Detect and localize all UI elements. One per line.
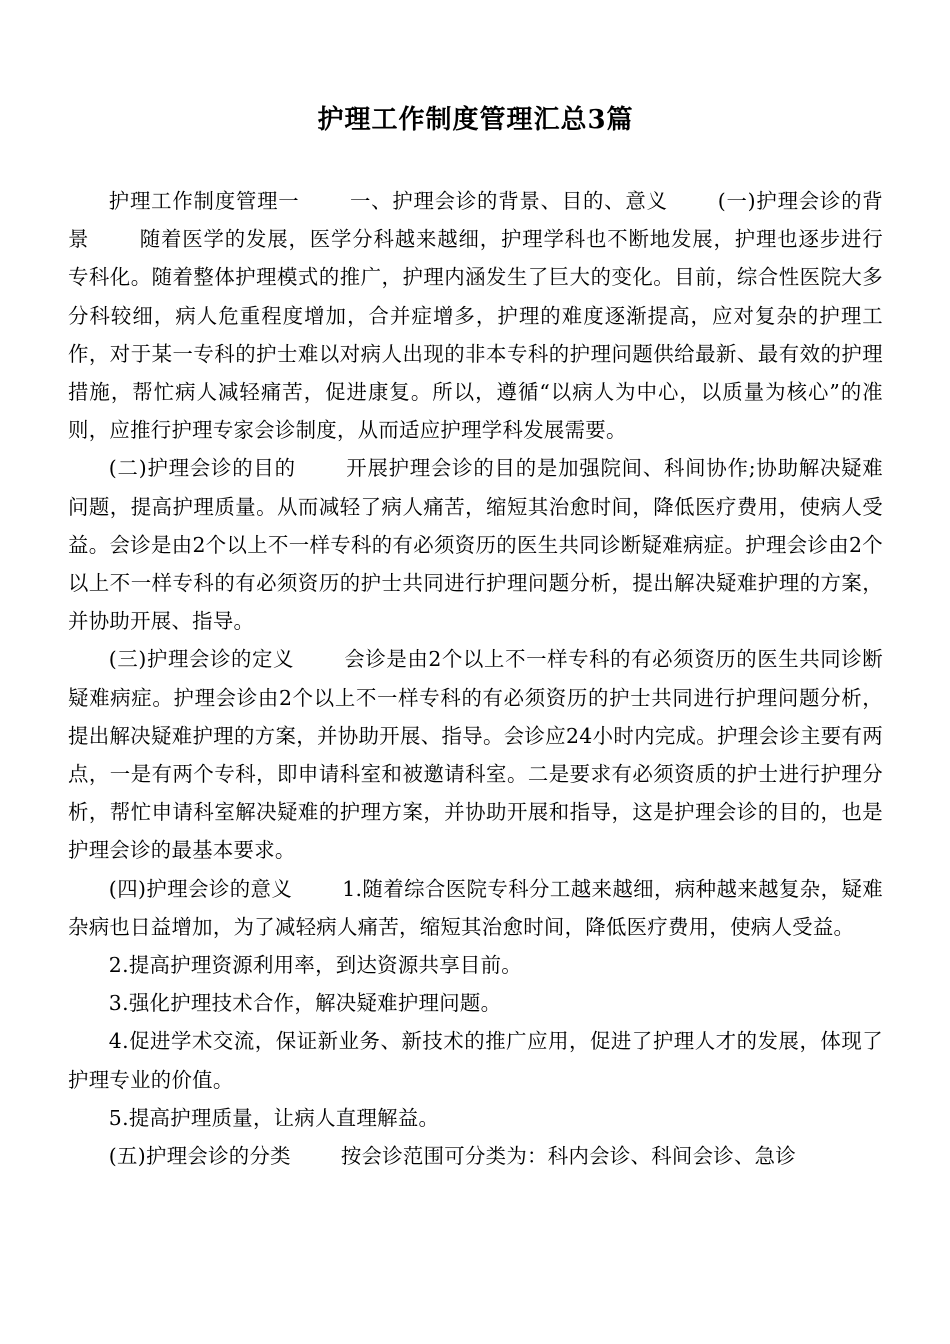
paragraph-7-text: 4.促进学术交流，保证新业务、新技术的推广应用，促进了护理人才的发展，体现了护理专业的价值。 (68, 1029, 883, 1092)
paragraph-1-subheading: (一)护理会诊的背景 (68, 189, 883, 252)
paragraph-1-lead: 护理工作制度管理一 (108, 189, 300, 213)
paragraph-2 (68, 449, 883, 640)
paragraph-3-text: 会诊是由2个以上不一样专科的有必须资历的医生共同诊断疑难病症。护理会诊由2个以上不一样专科的有必须资历的护士共同进行护理问题分析，提出解决疑难护理的方案，并协助开展、指导。会诊应24小时内完成。护理会诊主要有两点，一是有两个专科，即申请科室和被邀请科室。二是要求有必须资质的护士进行护理分析，帮忙申请科室解决疑难的护理方案，并协助开展和指导，这是护理会诊的目的，也是护理会诊的最基本要求。 (68, 647, 883, 863)
document-body (68, 182, 883, 1175)
paragraph-9 (68, 1137, 883, 1175)
paragraph-7 (68, 1022, 883, 1098)
document-title: 护理工作制度管理汇总3篇 (317, 105, 634, 135)
paragraph-9-text: 按会诊范围可分类为：科内会诊、科间会诊、急诊 (340, 1144, 797, 1169)
paragraph-8 (68, 1099, 883, 1137)
paragraph-9-lead: (五)护理会诊的分类 (108, 1144, 291, 1169)
paragraph-1-text: 随着医学的发展，医学分科越来越细，护理学科也不断地发展，护理也逐步进行专科化。随着整体护理模式的推广，护理内涵发生了巨大的变化。目前，综合性医院大多分科较细，病人危重程度增加，合并症增多，护理的难度逐渐提高，应对复杂的护理工作，对于某一专科的护士难以对病人出现的非本专科的护理问题供给最新、最有效的护理措施，帮忙病人减轻痛苦，促进康复。所以，遵循“以病人为中心，以质量为核心”的准则，应推行护理专家会诊制度，从而适应护理学科发展需要。 (68, 227, 883, 443)
paragraph-8-text: 5.提高护理质量，让病人直理解益。 (108, 1105, 440, 1130)
paragraph-4 (68, 870, 883, 946)
paragraph-5-text: 2.提高护理资源利用率，到达资源共享目前。 (108, 953, 522, 978)
paragraph-6-text: 3.强化护理技术合作，解决疑难护理问题。 (108, 991, 502, 1016)
paragraph-1-heading: 一、护理会诊的背景、目的、意义 (349, 189, 668, 213)
paragraph-1 (68, 182, 883, 449)
paragraph-2-text: 开展护理会诊的目的是加强院间、科间协作;协助解决疑难问题，提高护理质量。从而减轻了病人痛苦，缩短其治愈时间，降低医疗费用，使病人受益。会诊是由2个以上不一样专科的有必须资历的医生共同诊断疑难病症。护理会诊由2个以上不一样专科的有必须资历的护士共同进行护理问题分析，提出解决疑难护理的方案，并协助开展、指导。 (68, 456, 883, 634)
paragraph-6 (68, 984, 883, 1022)
paragraph-5 (68, 946, 883, 984)
paragraph-4-lead: (四)护理会诊的意义 (108, 876, 293, 901)
paragraph-3 (68, 640, 883, 869)
paragraph-4-text: 1.随着综合医院专科分工越来越细，病种越来越复杂，疑难杂病也日益增加，为了减轻病人痛苦，缩短其治愈时间，降低医疗费用，使病人受益。 (68, 876, 883, 939)
paragraph-3-lead: (三)护理会诊的定义 (108, 647, 295, 672)
paragraph-2-lead: (二)护理会诊的目的 (108, 456, 296, 481)
